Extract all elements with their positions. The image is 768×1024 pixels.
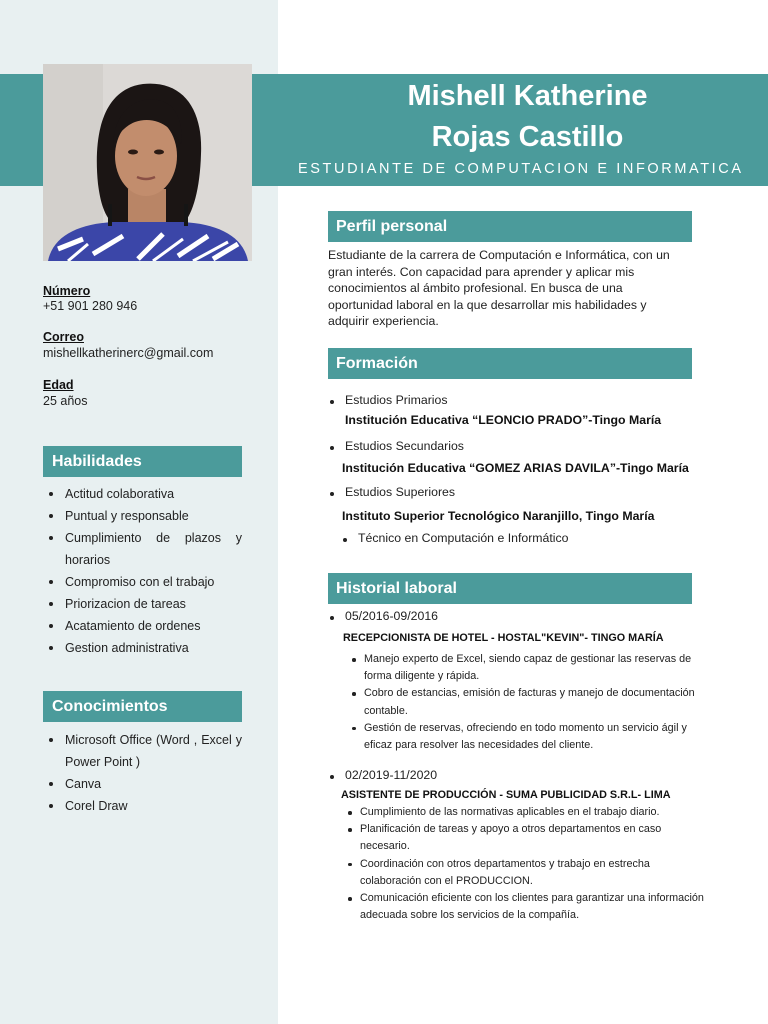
education-degree-text: Técnico en Computación e Informático [358, 531, 569, 545]
profile-heading: Perfil personal [328, 211, 692, 242]
education-level [330, 439, 464, 453]
education-level [330, 485, 455, 499]
job-period [330, 768, 437, 782]
bullet-dot [330, 775, 334, 779]
job-title: ASISTENTE DE PRODUCCIÓN - SUMA PUBLICIDAD S.R.L- LIMA [341, 789, 671, 801]
skill-item: Actitud colaborativa [43, 483, 242, 505]
education-degree [343, 531, 569, 545]
education-heading: Formación [328, 348, 692, 379]
skill-item: Priorizacion de tareas [43, 593, 242, 615]
job-duties [344, 804, 704, 924]
job-duties [348, 651, 698, 754]
knowledge-list [43, 729, 242, 817]
job-period-text: 02/2019-11/2020 [345, 768, 438, 782]
phone-value: +51 901 280 946 [43, 299, 138, 313]
profile-text: Estudiante de la carrera de Computación e Informática, con un gran interés. Con capacidad para aprender y aplicar mis conocimientos al ámbito profesional. En busca de una oportunidad laboral en la que desarrollar mis habilidades y adquirir experiencia. [328, 248, 670, 328]
education-level-text: Estudios Secundarios [345, 439, 464, 453]
age-label: Edad [43, 378, 74, 392]
name-first-line: Mishell Katherine [407, 80, 648, 112]
education-institution: Institución Educativa “GOMEZ ARIAS DAVILA”-Tingo María [342, 461, 689, 475]
duty-item: Coordinación con otros departamentos y trabajo en estrecha colaboración con el PRODUCCION. [344, 856, 704, 890]
education-institution: Institución Educativa “LEONCIO PRADO”-Tingo María [345, 413, 662, 427]
name-second-line: Rojas Castillo [431, 121, 624, 153]
education-institution: Instituto Superior Tecnológico Naranjillo, Tingo María [342, 509, 655, 523]
job-title: RECEPCIONISTA DE HOTEL - HOSTAL"KEVIN"- TINGO MARÍA [343, 632, 664, 644]
education-level-text: Estudios Primarios [345, 393, 448, 407]
skills-heading: Habilidades [43, 446, 242, 477]
duty-item: Cobro de estancias, emisión de facturas y manejo de documentación contable. [348, 685, 698, 719]
skill-item: Cumplimiento de plazos y horarios [43, 527, 242, 571]
skill-item: Acatamiento de ordenes [43, 615, 242, 637]
knowledge-item: Corel Draw [43, 795, 242, 817]
duty-item: Manejo experto de Excel, siendo capaz de gestionar las reservas de forma diligente y rápida. [348, 651, 698, 685]
bullet-dot [330, 616, 334, 620]
profile-photo [43, 64, 252, 261]
job-period [330, 609, 438, 623]
bullet-dot [330, 446, 334, 450]
education-level-text: Estudios Superiores [345, 485, 456, 499]
duty-item: Comunicación eficiente con los clientes para garantizar una información adecuada sobre los servicios de la compañía. [344, 890, 704, 924]
skill-item: Compromiso con el trabajo [43, 571, 242, 593]
email-label: Correo [43, 330, 84, 344]
job-subtitle: ESTUDIANTE DE COMPUTACION E INFORMATICA [298, 161, 744, 177]
skills-list [43, 483, 242, 659]
knowledge-heading: Conocimientos [43, 691, 242, 722]
duty-item: Cumplimiento de las normativas aplicables en el trabajo diario. [344, 804, 704, 821]
skill-item: Puntual y responsable [43, 505, 242, 527]
education-level [330, 393, 448, 407]
bullet-dot [343, 538, 347, 542]
skill-item: Gestion administrativa [43, 637, 242, 659]
job-period-text: 05/2016-09/2016 [345, 609, 438, 623]
duty-item: Planificación de tareas y apoyo a otros departamentos en caso necesario. [344, 821, 704, 855]
age-value: 25 años [43, 394, 88, 408]
email-value: mishellkatherinerc@gmail.com [43, 346, 214, 360]
bullet-dot [330, 492, 334, 496]
bullet-dot [330, 400, 334, 404]
knowledge-item: Microsoft Office (Word , Excel y Power Point ) [43, 729, 242, 773]
work-heading: Historial laboral [328, 573, 692, 604]
knowledge-item: Canva [43, 773, 242, 795]
duty-item: Gestión de reservas, ofreciendo en todo momento un servicio ágil y eficaz para resolver las necesidades del cliente. [348, 720, 698, 754]
phone-label: Número [43, 284, 91, 298]
